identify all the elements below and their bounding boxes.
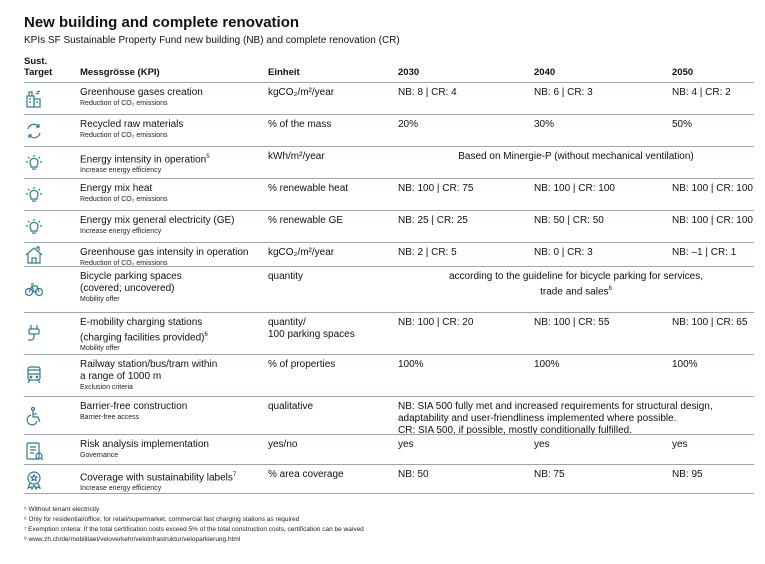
unit-cell: qualitative <box>268 401 314 412</box>
value-2050: NB: 100 | CR: 100 <box>672 183 753 194</box>
kpi-sublabel: Reduction of CO₂ emissions <box>80 100 168 107</box>
value-2050: yes <box>672 439 688 450</box>
value-2030: NB: 50 <box>398 469 429 480</box>
value-2030: 20% <box>398 119 419 130</box>
footnote-ref: 8 <box>608 286 612 292</box>
kpi-cell <box>80 215 260 236</box>
bicycle-icon <box>24 279 44 299</box>
badge-icon <box>24 470 44 490</box>
table-bottom-rule <box>24 493 754 494</box>
unit-cell: % renewable heat <box>268 183 349 194</box>
kpi-label: Railway station/bus/tram within <box>80 359 218 370</box>
kpi-label: Coverage with sustainability labels <box>80 472 233 484</box>
footnote-ref: 6 <box>204 332 208 338</box>
kpi-label: Barrier-free construction <box>80 401 188 412</box>
table-row <box>24 464 754 494</box>
value-2050: NB: 100 | CR: 65 <box>672 317 748 328</box>
table-row <box>24 178 754 211</box>
unit-cell: kgCO₂/m²/year <box>268 247 335 258</box>
kpi-cell <box>80 439 260 460</box>
value-2030: NB: 8 | CR: 4 <box>398 87 457 98</box>
kpi-label: Energy intensity in operation <box>80 154 207 166</box>
house-icon <box>24 245 44 265</box>
kpi-cell <box>80 151 260 175</box>
value-2030: NB: 100 | CR: 75 <box>398 183 474 194</box>
unit-cell: % renewable GE <box>268 215 344 226</box>
unit-cell: % of properties <box>268 359 336 370</box>
value-2040: NB: 50 | CR: 50 <box>534 215 604 226</box>
value-2050: NB: 100 | CR: 100 <box>672 215 753 226</box>
value-2050: NB: –1 | CR: 1 <box>672 247 737 258</box>
value-2040: NB: 100 | CR: 55 <box>534 317 610 328</box>
header-target-line1: Sust. <box>24 56 48 67</box>
unit-line2: 100 parking spaces <box>268 329 355 340</box>
kpi-cell <box>80 87 260 108</box>
header-kpi: Messgrösse (KPI) <box>80 67 160 78</box>
spanning-value-line3: CR: SIA 500, if possible, mostly conditionally fulfilled. <box>398 425 632 436</box>
value-2050: NB: 95 <box>672 469 703 480</box>
kpi-label: Greenhouse gas intensity in operation <box>80 247 249 258</box>
kpi-sublabel: Reduction of CO₂ emissions <box>80 196 168 203</box>
value-2030: NB: 25 | CR: 25 <box>398 215 468 226</box>
table-row <box>24 434 754 465</box>
table-row <box>24 242 754 267</box>
kpi-sublabel: Reduction of CO₂ emissions <box>80 132 168 139</box>
value-2040: NB: 75 <box>534 469 565 480</box>
kpi-sublabel: Increase energy efficiency <box>80 167 162 175</box>
unit-cell: kgCO₂/m²/year <box>268 87 335 98</box>
footnotes <box>24 505 364 545</box>
table-row <box>24 82 754 115</box>
recycle-icon <box>24 121 44 141</box>
table-row <box>24 354 754 397</box>
kpi-sublabel: Mobility offer <box>80 345 120 353</box>
header-unit: Einheit <box>268 67 300 78</box>
kpi-label: Energy mix general electricity (GE) <box>80 215 235 226</box>
value-2050: NB: 4 | CR: 2 <box>672 87 731 98</box>
train-icon <box>24 365 44 385</box>
unit-line1: quantity/ <box>268 317 306 328</box>
table-row <box>24 266 754 313</box>
building-emissions-icon <box>24 89 44 109</box>
value-2050: 50% <box>672 119 693 130</box>
spanning-value-line1: according to the guideline for bicycle parking for services, <box>448 271 704 282</box>
footnote-ref: 7 <box>232 472 237 478</box>
spanning-value: Based on Minergie-P (without mechanical ventilation) <box>458 151 694 162</box>
table-row <box>24 396 754 435</box>
unit-cell <box>268 317 355 341</box>
kpi-cell <box>80 469 260 493</box>
lightbulb-icon <box>24 185 44 205</box>
unit-cell: kWh/m²/year <box>268 151 325 162</box>
kpi-cell <box>80 119 260 140</box>
value-2040: 100% <box>534 359 560 370</box>
value-2030: yes <box>398 439 414 450</box>
spanning-value <box>398 401 738 437</box>
unit-cell: % area coverage <box>268 469 344 480</box>
value-2050: 100% <box>672 359 698 370</box>
header-2030: 2030 <box>398 67 420 78</box>
kpi-label: Energy mix heat <box>80 183 153 194</box>
wheelchair-icon <box>24 406 44 426</box>
kpi-sublabel: Barrier-free access <box>80 414 140 421</box>
footnote-8: ⁸ www.zh.ch/de/mobilitaet/veloverkehr/veloinfrastruktur/veloparkierung.html <box>24 536 241 543</box>
kpi-label-line2: (charging facilities provided) <box>80 332 205 344</box>
value-2030: 100% <box>398 359 424 370</box>
kpi-cell <box>80 401 260 422</box>
footnote-6: ⁶ Only for residential/office; for retail/supermarket, commercial fast charging stations as required <box>24 516 300 523</box>
table-row <box>24 210 754 243</box>
kpi-cell <box>80 271 260 304</box>
lightbulb-icon <box>24 153 44 173</box>
kpi-label: E-mobility charging stations <box>80 317 203 328</box>
footnote-5: ⁵ Without tenant electricity <box>24 506 100 513</box>
value-2040: NB: 6 | CR: 3 <box>534 87 593 98</box>
table-row <box>24 146 754 179</box>
unit-cell: yes/no <box>268 439 298 450</box>
checklist-icon <box>24 441 44 461</box>
value-2030: NB: 2 | CR: 5 <box>398 247 457 258</box>
kpi-cell <box>80 317 260 353</box>
value-2040: yes <box>534 439 550 450</box>
kpi-sublabel: Mobility offer <box>80 296 120 303</box>
charging-plug-icon <box>24 323 44 343</box>
kpi-label-line2: a range of 1000 m <box>80 371 162 382</box>
footnote-ref: 5 <box>206 154 210 160</box>
value-2040: NB: 0 | CR: 3 <box>534 247 593 258</box>
kpi-label: Risk analysis implementation <box>80 439 209 450</box>
spanning-value-line2: adaptability and user-friendliness implemented where possible. <box>398 413 677 424</box>
kpi-sublabel: Reduction of CO₂ emissions <box>80 260 168 267</box>
value-2040: 30% <box>534 119 555 130</box>
kpi-sublabel: Exclusion criteria <box>80 384 133 391</box>
header-2050: 2050 <box>672 67 694 78</box>
kpi-cell <box>80 359 260 392</box>
lightbulb-icon <box>24 217 44 237</box>
table-row <box>24 312 754 355</box>
header-target-line2: Target <box>24 67 53 78</box>
unit-cell: % of the mass <box>268 119 332 130</box>
page-title: New building and complete renovation <box>24 14 300 31</box>
value-2040: NB: 100 | CR: 100 <box>534 183 615 194</box>
footnote-7: ⁷ Exemption criteria: If the total certification costs exceed 5% of the total construction costs, certification can be waived <box>24 526 364 533</box>
kpi-sublabel: Increase energy efficiency <box>80 228 162 235</box>
kpi-cell <box>80 247 260 268</box>
kpi-label: Recycled raw materials <box>80 119 184 130</box>
spanning-value-line1: NB: SIA 500 fully met and increased requirements for structural design, <box>398 401 713 412</box>
spanning-value <box>398 271 754 298</box>
header-sust-target <box>24 56 52 78</box>
kpi-label: Greenhouse gases creation <box>80 87 203 98</box>
kpi-label: Bicycle parking spaces <box>80 271 182 282</box>
page-subtitle: KPIs SF Sustainable Property Fund new building (NB) and complete renovation (CR) <box>24 35 400 46</box>
kpi-sublabel: Governance <box>80 452 119 459</box>
kpi-cell <box>80 183 260 204</box>
kpi-sublabel: Increase energy efficiency <box>80 485 162 493</box>
header-2040: 2040 <box>534 67 556 78</box>
spanning-value-line2: trade and sales <box>540 286 609 298</box>
kpi-label-line2: (covered; uncovered) <box>80 283 175 294</box>
table-row <box>24 114 754 147</box>
unit-cell: quantity <box>268 271 304 282</box>
value-2030: NB: 100 | CR: 20 <box>398 317 474 328</box>
